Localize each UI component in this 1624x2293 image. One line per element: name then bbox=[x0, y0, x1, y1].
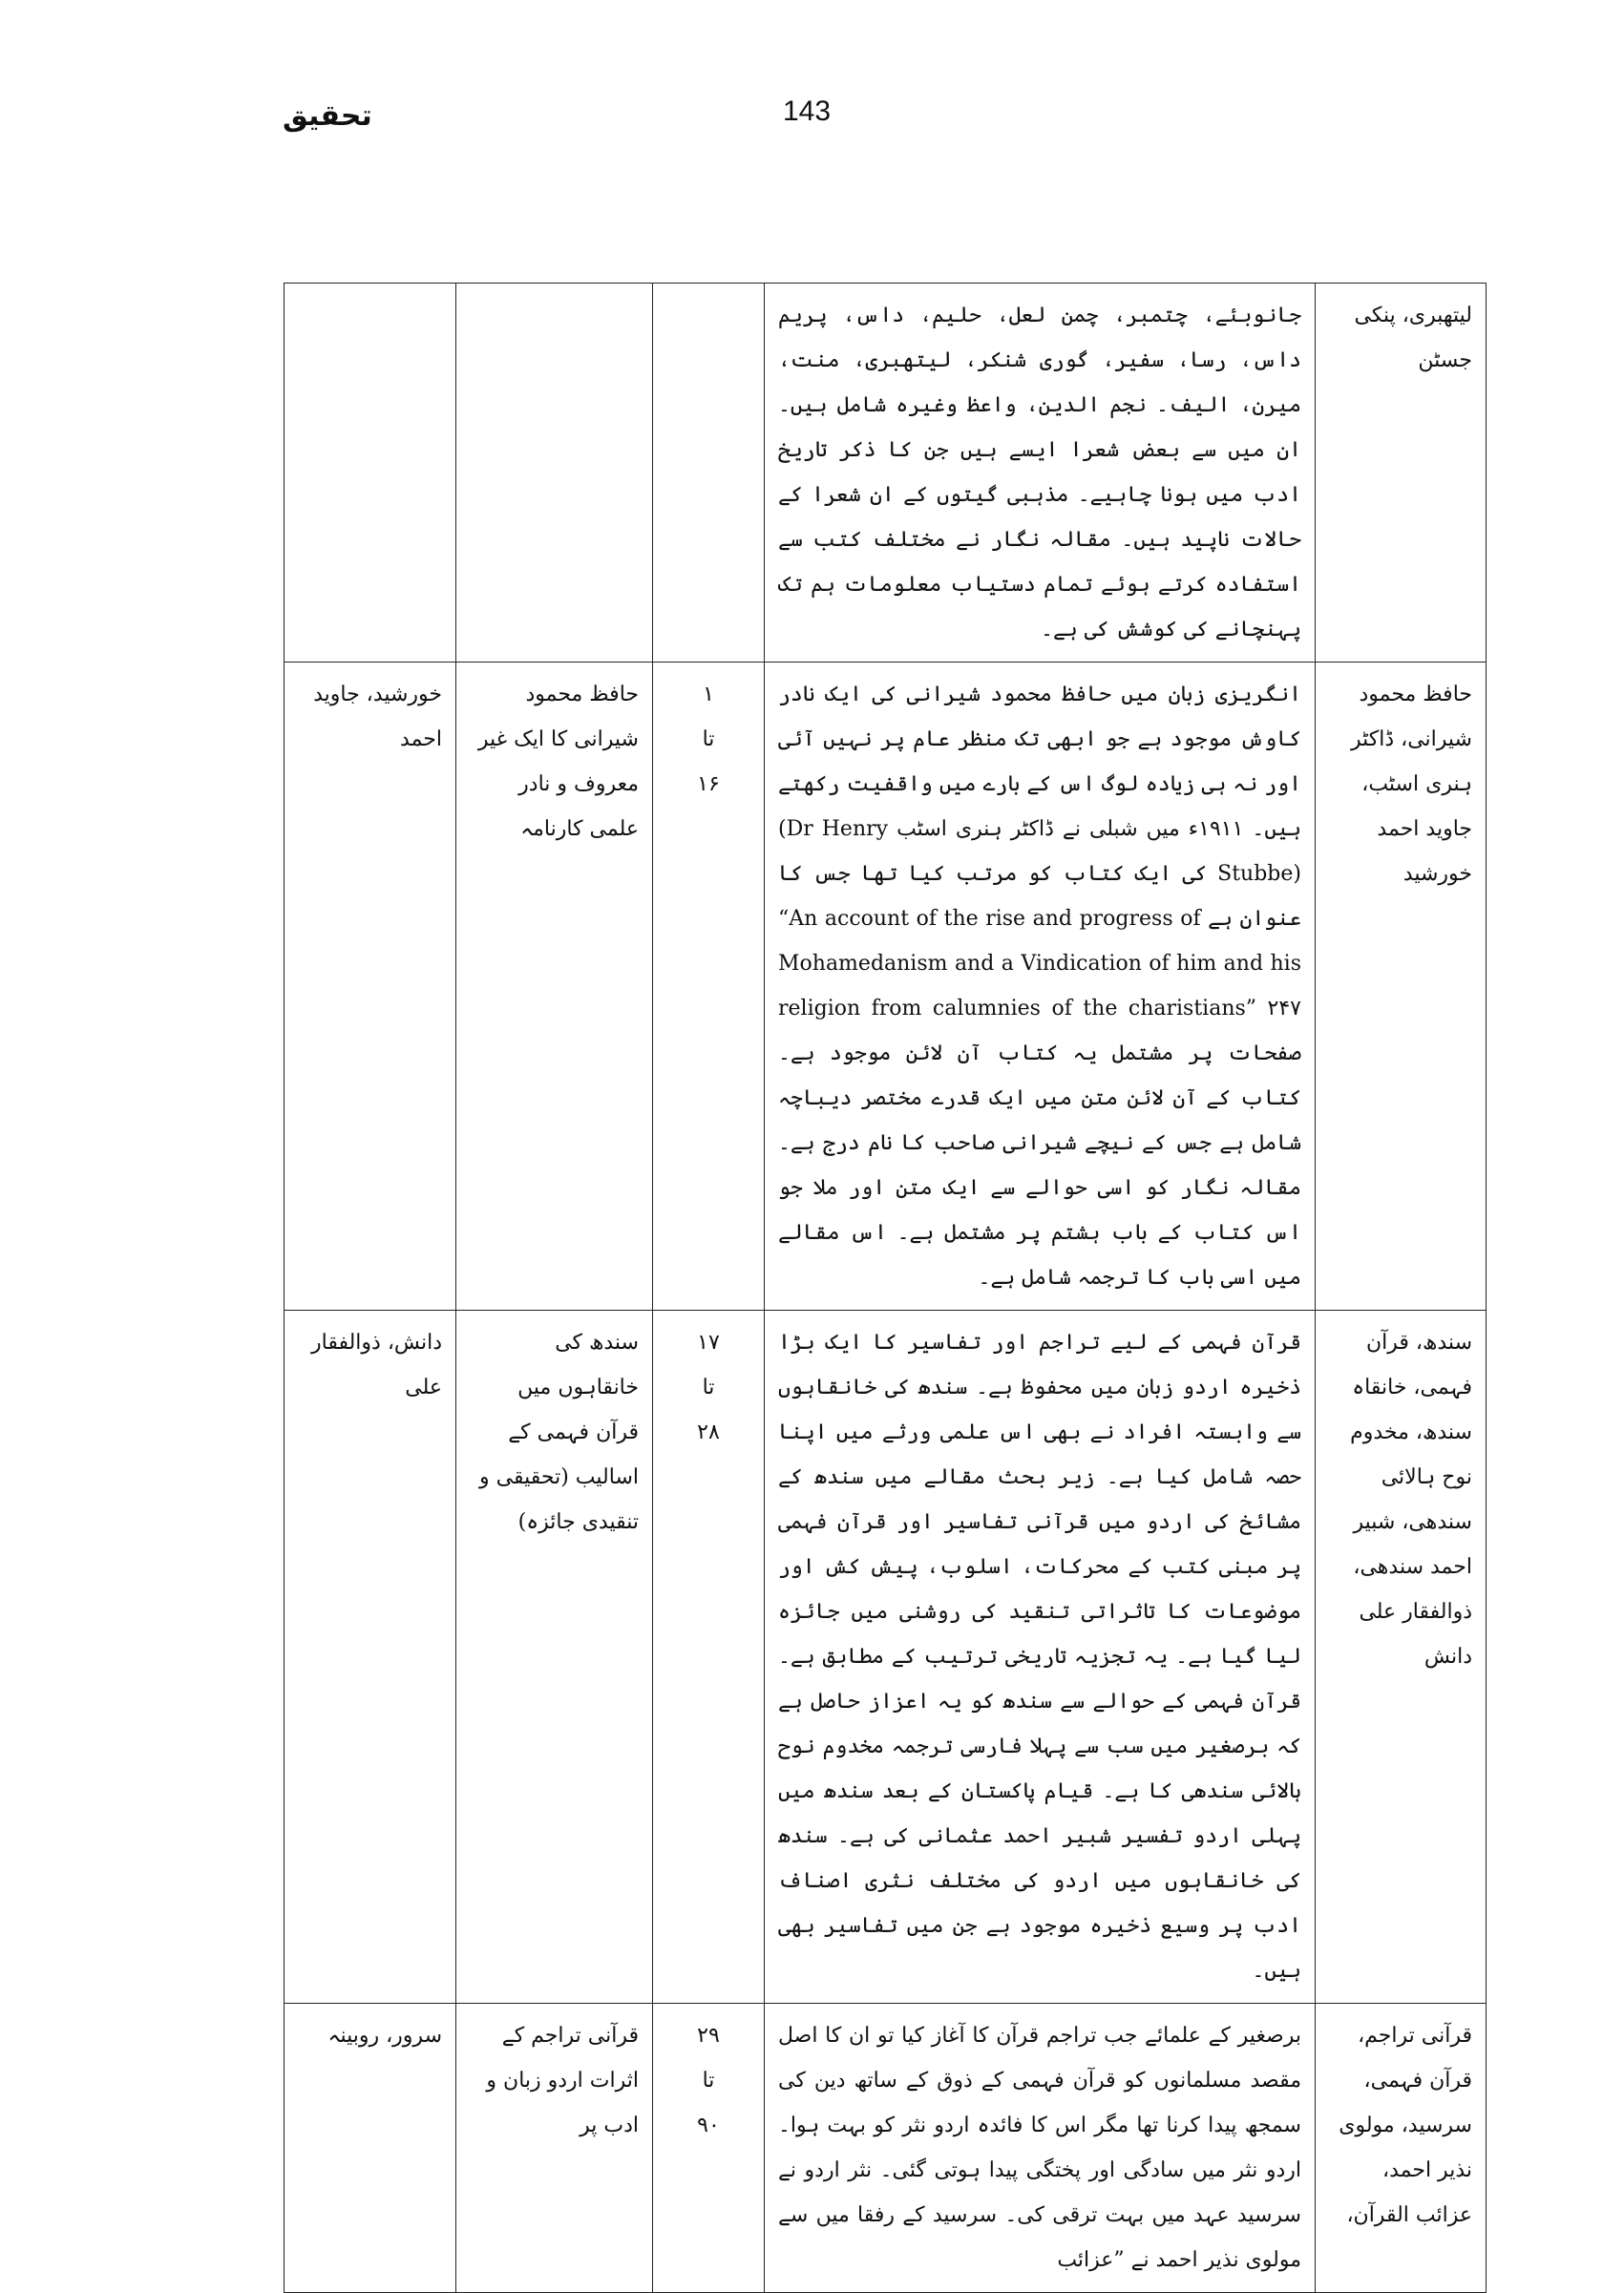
title-cell: حافظ محمود شیرانی کا ایک غیر معروف و نادر علمی کارنامہ bbox=[456, 663, 653, 1311]
abstract-outro: ۲۴۷ صفحات پر مشتمل یہ کتاب آن لائن موجود ہے۔ کتاب کے آن لائن متن میں ایک قدرے مختصر دیباچہ شامل ہے جس کے نیچے شیرانی صاحب کا نام درج ہے۔ مقالہ نگار کو اسی حوالے سے ایک متن اور ملا جو اس کتاب کے باب ہشتم پر مشتمل ہے۔ اس مقالے میں اسی باب کا ترجمہ شامل ہے۔ bbox=[778, 997, 1301, 1290]
table-row bbox=[285, 663, 1487, 1311]
pages-cell bbox=[653, 2004, 765, 2293]
title-cell bbox=[456, 284, 653, 663]
pages-cell bbox=[653, 1311, 765, 2004]
page-number: 143 bbox=[783, 95, 832, 127]
abstract-cell: قرآن فہمی کے لیے تراجم اور تفاسیر کا ایک بڑا ذخیرہ اردو زبان میں محفوظ ہے۔ سندھ کی خانقاہوں سے وابستہ افراد نے بھی اس علمی ورثے میں اپنا حصہ شامل کیا ہے۔ زیر بحث مقالے میں سندھ کے مشائخ کی اردو میں قرآنی تفاسیر اور قرآن فہمی پر مبنی کتب کے محرکات، اسلوب، پیش کش اور موضوعات کا تاثراتی تنقید کی روشنی میں جائزہ لیا گیا ہے۔ یہ تجزیہ تاریخی ترتیب کے مطابق ہے۔ قرآن فہمی کے حوالے سے سندھ کو یہ اعزاز حاصل ہے کہ برصغیر میں سب سے پہلا فارسی ترجمہ مخدوم نوح ہالائی سندھی کا ہے۔ قیام پاکستان کے بعد سندھ میں پہلی اردو تفسیر شبیر احمد عثمانی کی ہے۔ سندھ کی خانقاہوں میں اردو کی مختلف نثری اصناف ادب پر وسیع ذخیرہ موجود ہے جن میں تفاسیر بھی ہیں۔ bbox=[765, 1311, 1316, 2004]
page-start: ۱۷ bbox=[697, 1331, 720, 1355]
page-start: ۲۹ bbox=[697, 2024, 720, 2048]
table-row bbox=[285, 284, 1487, 663]
abstract-cell bbox=[765, 663, 1316, 1311]
author-cell: سرور، روبینہ bbox=[285, 2004, 456, 2293]
keywords-cell: قرآنی تراجم، قرآن فہمی، سرسید، مولوی نذیر احمد، عزائب القرآن، bbox=[1316, 2004, 1487, 2293]
keywords-cell: لیتھبری، پنکی جسٹن bbox=[1316, 284, 1487, 663]
journal-name: تحقیق bbox=[283, 99, 372, 133]
title-cell: سندھ کی خانقاہوں میں قرآن فہمی کے اسالیب (تحقیقی و تنقیدی جائزہ) bbox=[456, 1311, 653, 2004]
page-separator: تا bbox=[702, 2069, 715, 2093]
abstract-mid: کی ایک کتاب کو مرتب کیا تھا جس کا عنوان ہے bbox=[778, 862, 1301, 931]
pages-cell bbox=[653, 663, 765, 1311]
abstract-cell: جانوبئے، چتمبر، چمن لعل، حلیم، داس، پریم داس، رسا، سفیر، گوری شنکر، لیتھبری، منت، میرن، الیف۔ نجم الدین، واعظ وغیرہ شامل ہیں۔ ان میں سے بعض شعرا ایسے ہیں جن کا ذکر تاریخ ادب میں ہونا چاہیے۔ مذہبی گیتوں کے ان شعرا کے حالات ناپید ہیں۔ مقالہ نگار نے مختلف کتب سے استفادہ کرتے ہوئے تمام دستیاب معلومات ہم تک پہنچانے کی کوشش کی ہے۔ bbox=[765, 284, 1316, 663]
abstract-cell: برصغیر کے علمائے جب تراجم قرآن کا آغاز کیا تو ان کا اصل مقصد مسلمانوں کو قرآن فہمی کے ذوق کے ساتھ دین کی سمجھ پیدا کرنا تھا مگر اس کا فائدہ اردو نثر کو بہت ہوا۔ اردو نثر میں سادگی اور پختگی پیدا ہوتی گئی۔ نثر اردو نے سرسید عہد میں بہت ترقی کی۔ سرسید کے رفقا میں سے مولوی نذیر احمد نے ”عزائب bbox=[765, 2004, 1316, 2293]
article-index-table bbox=[284, 283, 1487, 2293]
author-cell: دانش، ذوالفقار علی bbox=[285, 1311, 456, 2004]
keywords-cell: حافظ محمود شیرانی، ڈاکٹر ہنری اسٹب، جاوید احمد خورشید bbox=[1316, 663, 1487, 1311]
page-separator: تا bbox=[702, 727, 715, 751]
table-row bbox=[285, 1311, 1487, 2004]
abstract-name-english: (Dr Henry Stubbe) bbox=[778, 817, 1301, 886]
page-end: ۹۰ bbox=[697, 2114, 720, 2137]
page-end: ۱۶ bbox=[697, 772, 720, 796]
abstract-intro: انگریزی زبان میں حافظ محمود شیرانی کی ایک نادر کاوش موجود ہے جو ابھی تک منظر عام پر نہیں آئی اور نہ ہی زیادہ لوگ اس کے بارے میں واقفیت رکھتے ہیں۔ ۱۹۱۱ء میں شبلی نے ڈاکٹر ہنری اسٹب bbox=[778, 683, 1301, 841]
title-cell: قرآنی تراجم کے اثرات اردو زبان و ادب پر bbox=[456, 2004, 653, 2293]
page-separator: تا bbox=[702, 1376, 715, 1399]
page-end: ۲۸ bbox=[697, 1420, 720, 1444]
page-start: ۱ bbox=[703, 683, 714, 706]
keywords-cell: سندھ، قرآن فہمی، خانقاہ سندھ، مخدوم نوح ہالائی سندھی، شبیر احمد سندھی، ذوالفقار علی دانش bbox=[1316, 1311, 1487, 2004]
author-cell: خورشید، جاوید احمد bbox=[285, 663, 456, 1311]
table-row bbox=[285, 2004, 1487, 2293]
pages-cell bbox=[653, 284, 765, 663]
abstract-book-title-english: “An account of the rise and progress of Mohamedanism and a Vindication of him and his religion from calumnies of the charistians” bbox=[778, 907, 1301, 1020]
author-cell bbox=[285, 284, 456, 663]
